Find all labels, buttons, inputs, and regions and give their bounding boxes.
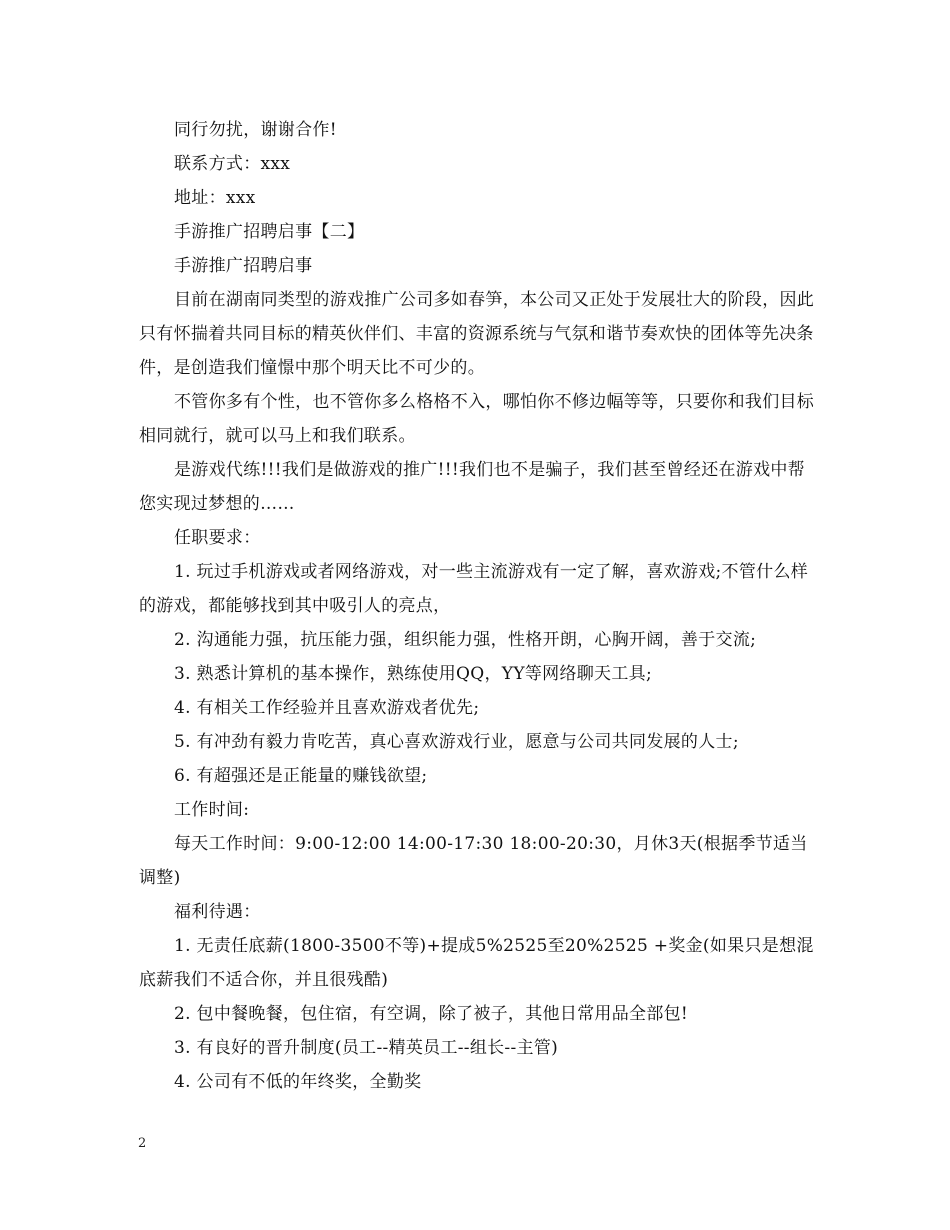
- benefit-item: 4. 公司有不低的年终奖，全勤奖: [174, 1072, 422, 1092]
- paragraph-intro: 目前在湖南同类型的游戏推广公司多如春笋，本公司又正处于发展壮大的阶段，因此只有怀揣着共同目标的精英伙伴们、丰富的资源系统与气氛和谐节奏欢快的团体等先决条件，是创造我们憧憬中那个明天比不可少的。: [139, 290, 815, 378]
- benefits-heading: 福利待遇：: [174, 902, 261, 922]
- page-number: 2: [138, 1136, 147, 1151]
- requirements-heading: 任职要求：: [174, 528, 261, 548]
- requirement-item: 4. 有相关工作经验并且喜欢游戏者优先;: [174, 698, 480, 718]
- requirement-item: 6. 有超强还是正能量的赚钱欲望;: [174, 766, 428, 786]
- paragraph-personality: 不管你多有个性，也不管你多么格格不入，哪怕你不修边幅等等，只要你和我们目标相同就行，就可以马上和我们联系。: [139, 392, 815, 446]
- document-body: [139, 113, 819, 1099]
- benefit-item: 1. 无责任底薪(1800-3500不等)+提成5%2525至20%2525 +奖金(如果只是想混底薪我们不适合你，并且很残酷): [139, 936, 814, 990]
- paragraph-clarification: 是游戏代练!!!我们是做游戏的推广!!!我们也不是骗子，我们甚至曾经还在游戏中帮您实现过梦想的……: [139, 460, 805, 514]
- paragraph-closing-note: 同行勿扰，谢谢合作!: [174, 120, 337, 140]
- document-title: 手游推广招聘启事: [174, 256, 313, 276]
- work-hours-heading: 工作时间:: [174, 800, 250, 820]
- paragraph-address: 地址：xxx: [174, 188, 256, 208]
- benefit-item: 3. 有良好的晋升制度(员工--精英员工--组长--主管): [174, 1038, 559, 1058]
- requirement-item: 1. 玩过手机游戏或者网络游戏，对一些主流游戏有一定了解，喜欢游戏;不管什么样的游戏，都能够找到其中吸引人的亮点，: [139, 562, 809, 616]
- requirement-item: 2. 沟通能力强，抗压能力强，组织能力强，性格开朗，心胸开阔，善于交流;: [174, 630, 757, 650]
- paragraph-contact: 联系方式：xxx: [174, 154, 291, 174]
- requirement-item: 5. 有冲劲有毅力肯吃苦，真心喜欢游戏行业，愿意与公司共同发展的人士;: [174, 732, 739, 752]
- work-hours-detail: 每天工作时间：9:00-12:00 14:00-17:30 18:00-20:30，月休3天(根据季节适当调整): [139, 834, 808, 888]
- section-heading: 手游推广招聘启事【二】: [174, 222, 365, 242]
- requirement-item: 3. 熟悉计算机的基本操作，熟练使用QQ，YY等网络聊天工具;: [174, 664, 652, 684]
- benefit-item: 2. 包中餐晚餐，包住宿，有空调，除了被子，其他日常用品全部包!: [174, 1004, 689, 1024]
